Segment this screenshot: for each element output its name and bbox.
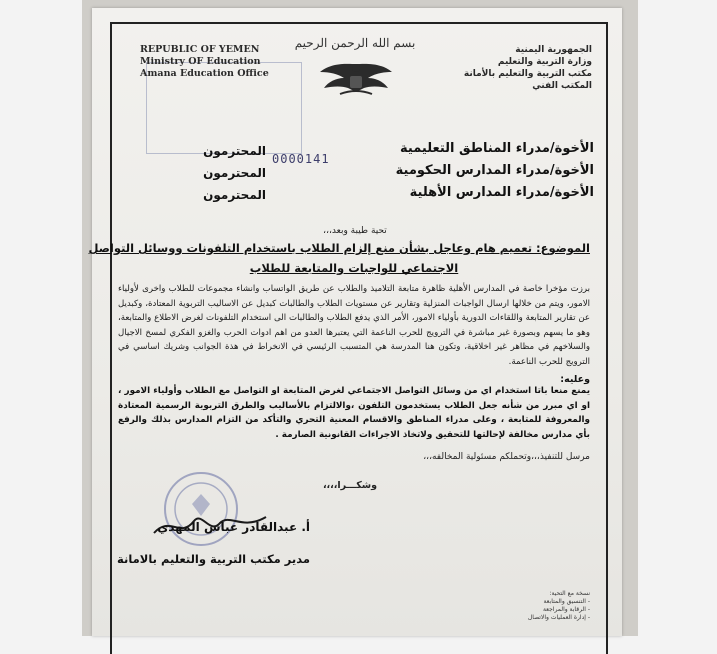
letterhead-line: Ministry OF Education [140,56,261,67]
letterhead-line: المكتب الفني [532,81,592,91]
signatory-name: أ. عبدالقادر عباس المهدي [157,520,310,534]
serial-number: 0000141 [272,152,330,166]
copies-line: - التنسيق والمتابعة [543,598,590,605]
copies-line: - الرقابة والمراجعة [542,606,590,613]
thanks-line: وشكـــرا،،،، [322,480,378,491]
conclusion-label: وعليه: [560,374,590,385]
conclusion-paragraph: يمنع منعا باتا استخدام اي من وسائل التواصل الاجتماعي لغرض المتابعة او التواصل مع الطلاب وأولياء الامور ، او اي مبرر من شأنه جعل الطلاب يستخدمون التلفون ،والالتزام بالأساليب والطرق التربوية الرسمية المعتادة والمعروفة للمتابعة ، وعلى مدراء المناطق والاقسام المعنية التحري والتأكد من التزام المدارس بذلك والرفع بأي مدارس مخالفة لإحالتها للتحقيق ولاتخاذ الاجراءات القانونية الصارمة . [118,386,590,440]
copies-list [520,590,590,622]
greeting: تحية طيبة وبعد،،، [323,226,387,236]
honorific-list [196,140,266,206]
addressee-line: الأخوة/مدراء المناطق التعليمية [400,141,594,156]
honorific-line: المحترمون [203,144,266,158]
copies-line: - إدارة العمليات والاتصال [527,614,590,621]
addressee-line: الأخوة/مدراء المدارس الأهلية [409,185,594,200]
copies-line: نسخة مع التحية: [549,590,590,597]
letterhead-line: Amana Education Office [140,68,269,79]
english-letterhead [140,44,280,80]
letterhead-line: REPUBLIC OF YEMEN [140,44,260,55]
honorific-line: المحترمون [203,166,266,180]
eagle-emblem-icon [318,58,394,98]
arabic-letterhead [463,44,592,92]
send-line: مرسل للتنفيذ،،،وتحملكم مسئولية المخالفه،،، [423,452,590,462]
letterhead-line: الجمهورية اليمنية [515,45,592,55]
addressee-line: الأخوة/مدراء المدارس الحكومية [395,163,594,178]
body-paragraph: برزت مؤخرا خاصة في المدارس الأهلية ظاهرة متابعة التلاميذ والطلاب عن طريق الواتساب وانشاء مجموعات للطلاب واخرى لأولياء الامور، ويتم من خلالها ارسال الواجبات المنزلية وتقارير عن مستويات الطلاب والطالبات كبديل عن الاساليب التربوية المعتادة، وكبديل عن تقارير المتابعة واللقاءات الدورية بأولياء الامور، الأمر الذي يدفع الطلاب والطالبات الى استخدام التلفونات لغرض الاطلاع والمتابعة، وهو ما يسهم وبصورة غير مباشرة في الترويج للحرب الناعمة التي يعتبرها العدو من اهم ادوات الحرب والغزو الفكري لمسخ الاجيال والسلاخهم في مظاهر غير اخلاقية، وتكون هنا المدرسة هي المتسبب الرئيسي في الانخراط في هذة الجوانب وشريك اساسي في الترويج للحرب الناعمة. [118,284,590,367]
honorific-line: المحترمون [203,188,266,202]
letterhead-line: وزارة التربية والتعليم [497,57,592,67]
subject-line-2: الاجتماعي للواجبات والمتابعة للطلاب [249,261,459,275]
addressee-list [364,138,594,204]
subject-line [88,238,590,278]
letterhead-line: مكتب التربية والتعليم بالأمانة [463,69,592,79]
signatory-title: مدير مكتب التربية والتعليم بالامانة [117,552,310,566]
basmala: بسم الله الرحمن الرحيم [294,36,416,50]
subject-line-1: الموضوع: تعميم هام وعاجل بشأن منع إلزام الطلاب باستخدام التلفونات ووسائل التواصل [88,241,590,255]
